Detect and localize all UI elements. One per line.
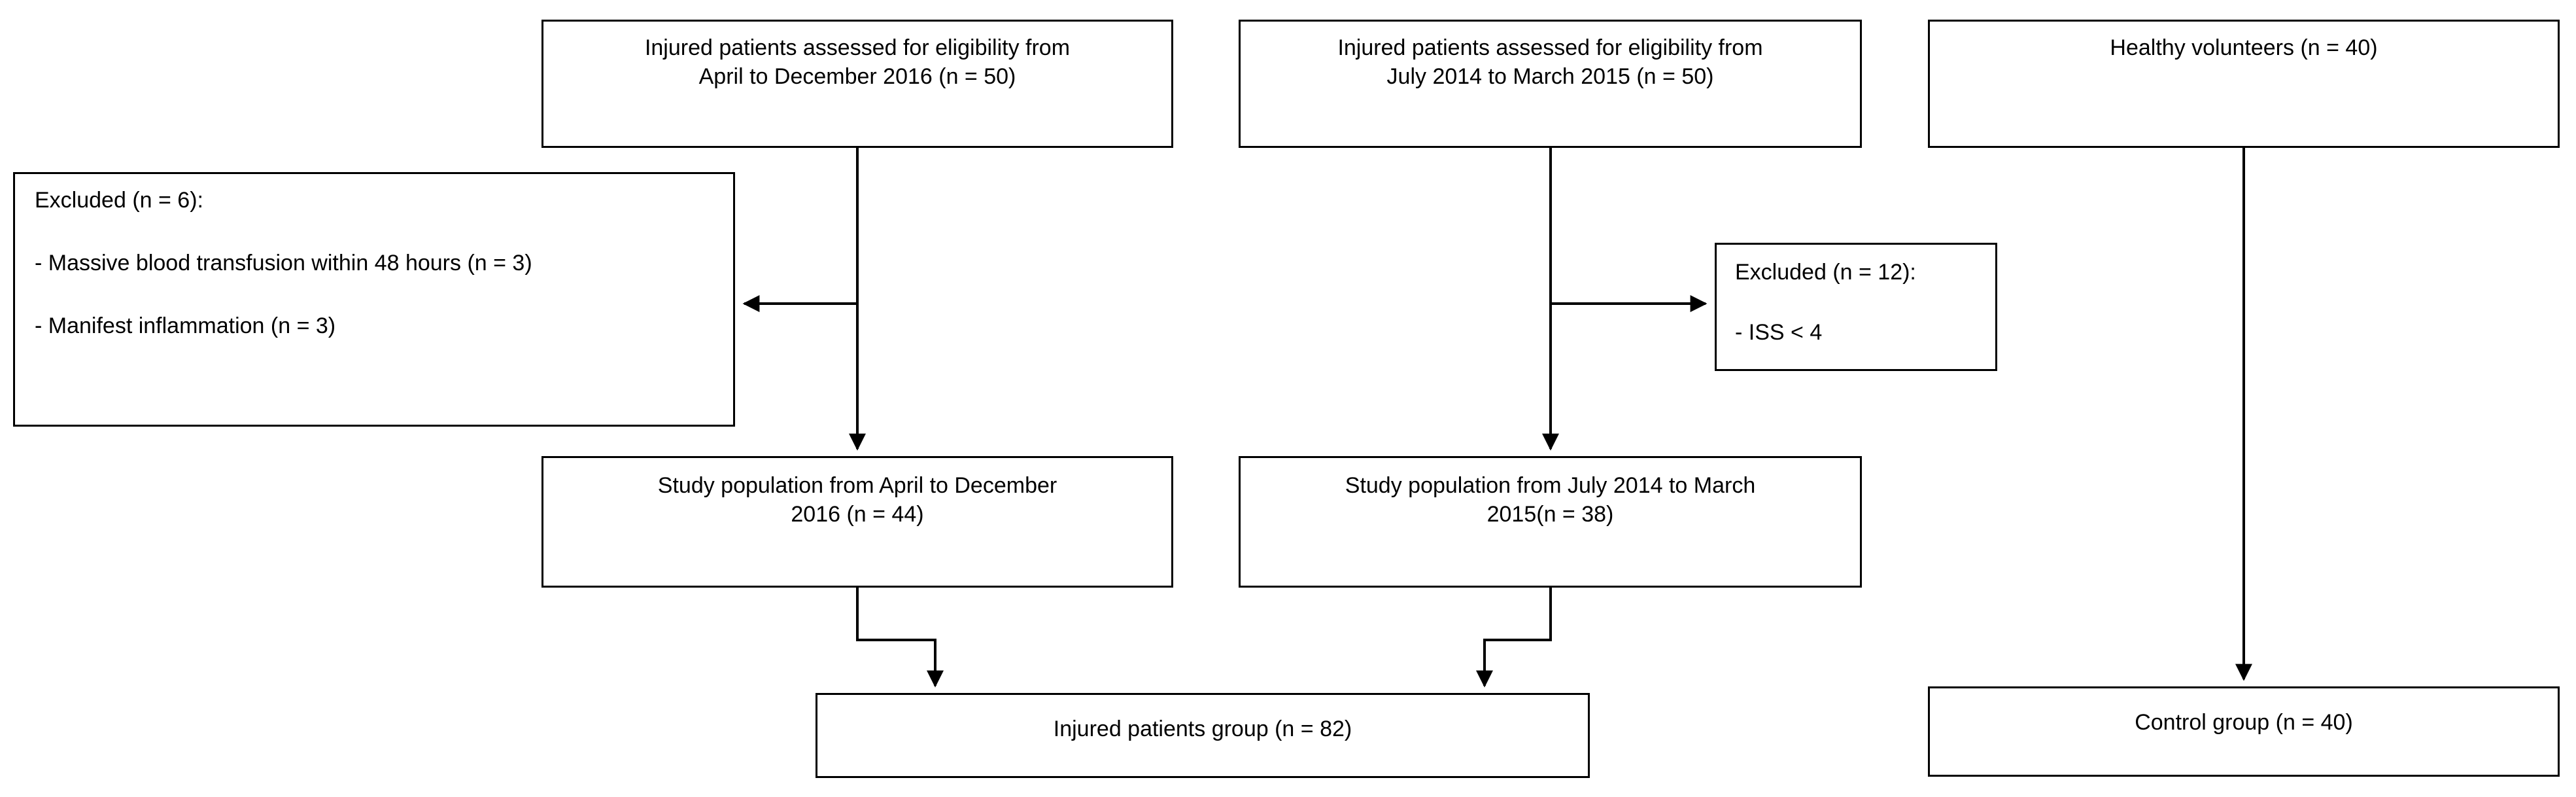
excluded-title: Excluded (n = 6): [35, 188, 203, 213]
box-eligibility-2014 [1239, 20, 1862, 148]
box-text-line: 2015(n = 38) [1486, 502, 1614, 527]
box-injured-patients-group [816, 693, 1590, 778]
box-text-line: Control group (n = 40) [2135, 710, 2353, 735]
excluded-item: - ISS < 4 [1735, 320, 1823, 345]
box-excluded-left [13, 172, 735, 427]
excluded-title: Excluded (n = 12): [1735, 260, 1916, 285]
box-text-line: Injured patients assessed for eligibility from [644, 35, 1071, 60]
box-control-group [1928, 686, 2560, 777]
box-excluded-right [1715, 243, 1997, 371]
box-text-line: Study population from April to December [657, 473, 1057, 498]
box-text-line: 2016 (n = 44) [791, 502, 924, 527]
box-study-population-2014 [1239, 456, 1862, 588]
box-study-population-2016 [541, 456, 1173, 588]
connector-study2016-to-injured-group [857, 588, 935, 686]
box-text-line: April to December 2016 (n = 50) [698, 64, 1016, 89]
excluded-item: - Manifest inflammation (n = 3) [35, 313, 336, 338]
box-healthy-volunteers [1928, 20, 2560, 148]
excluded-item: - Massive blood transfusion within 48 hours (n = 3) [35, 251, 532, 275]
box-text-line: Healthy volunteers (n = 40) [2110, 35, 2378, 60]
box-text-line: Injured patients group (n = 82) [1053, 717, 1352, 741]
connector-study2014-to-injured-group [1485, 588, 1551, 686]
box-text-line: Study population from July 2014 to March [1345, 473, 1756, 498]
box-eligibility-2016 [541, 20, 1173, 148]
box-text-line: Injured patients assessed for eligibility from [1337, 35, 1763, 60]
box-text-line: July 2014 to March 2015 (n = 50) [1386, 64, 1714, 89]
